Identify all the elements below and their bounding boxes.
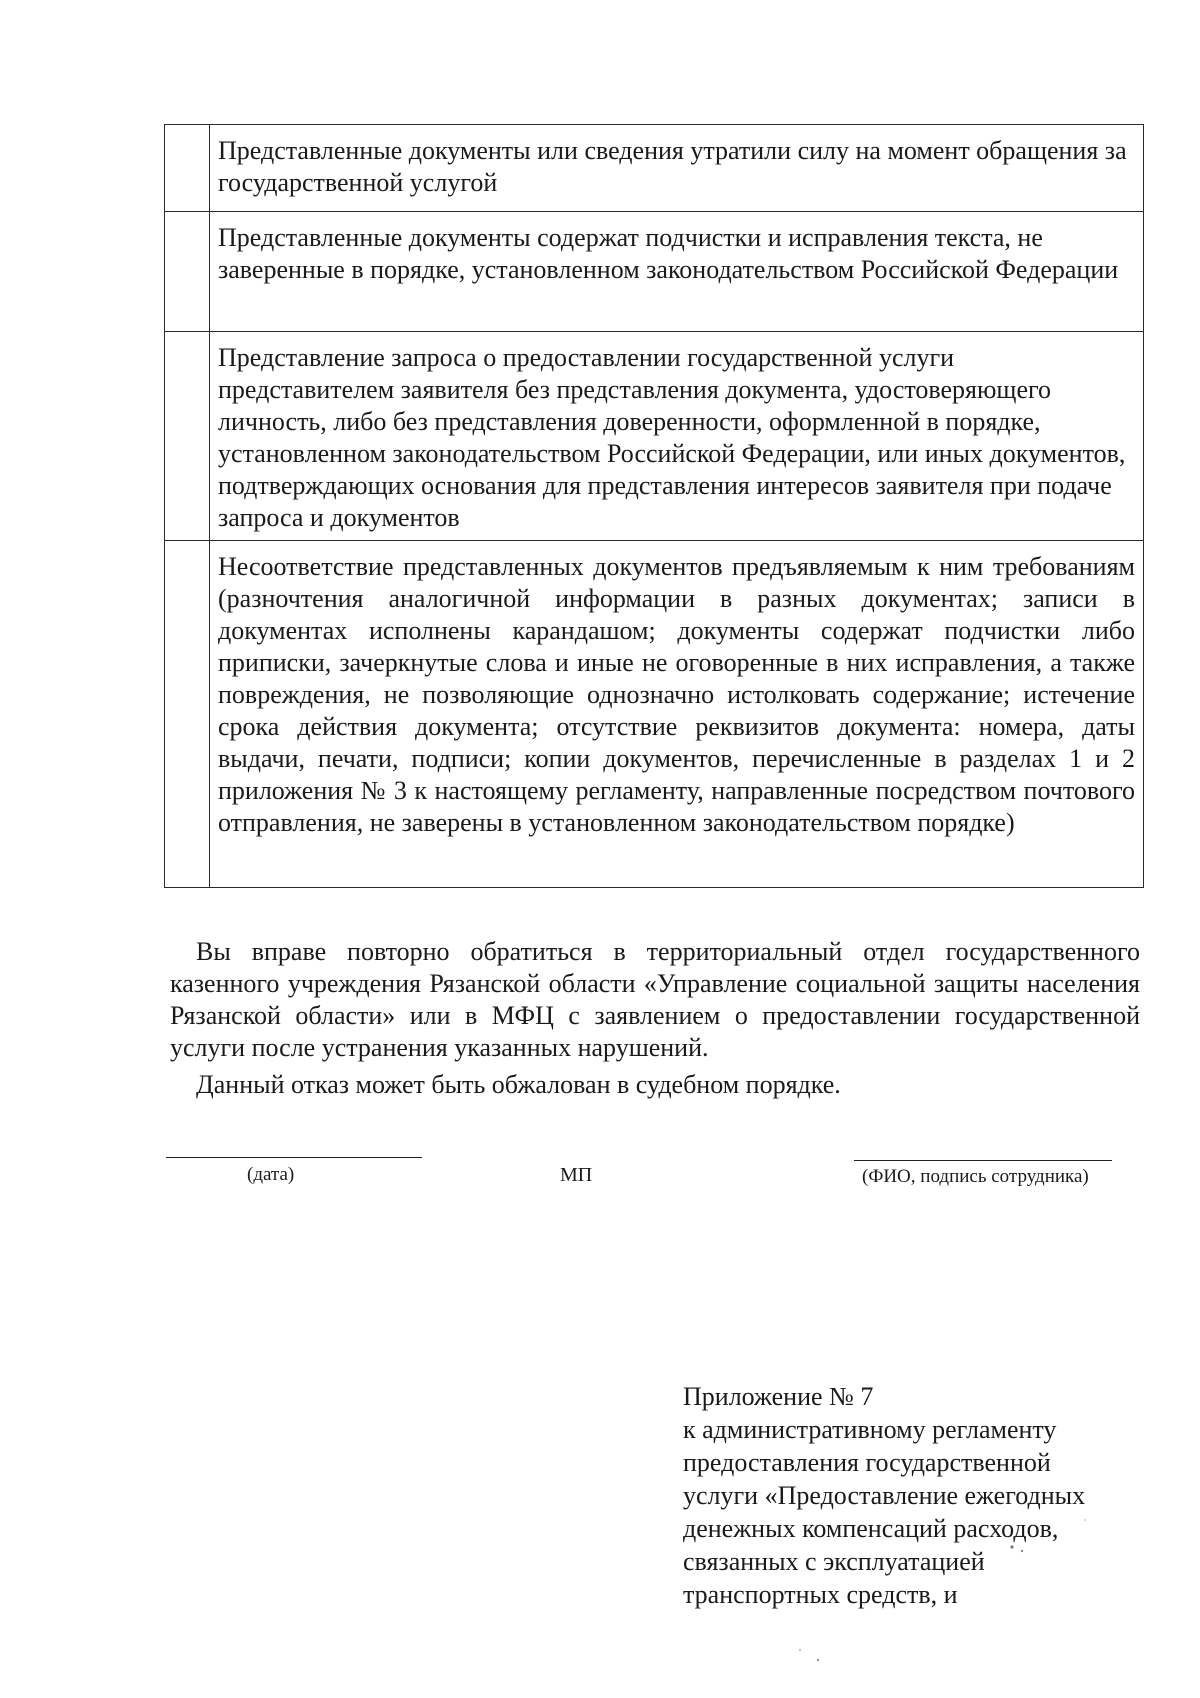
appendix-line: транспортных средств, и	[683, 1580, 958, 1609]
scan-speck	[817, 1659, 819, 1661]
reason-text-cell: Представленные документы или сведения утратили силу на момент обращения за государственной услугой	[210, 125, 1144, 212]
official-label: (ФИО, подпись сотрудника)	[862, 1166, 1089, 1187]
appendix-line: к административному регламенту	[683, 1415, 1057, 1444]
reason-text-cell: Представленные документы содержат подчистки и исправления текста, не заверенные в порядке, установленном законодательством Российской Федерации	[210, 212, 1144, 332]
date-label: (дата)	[247, 1164, 295, 1185]
appendix-line: денежных компенсаций расходов,	[683, 1514, 1059, 1543]
reason-text-last-line: отправления, не заверены в установленном законодательством порядке)	[218, 808, 1015, 837]
reapply-paragraph: Вы вправе повторно обратиться в территориальный отдел государственного казенного учреждения Рязанской области «Управление социальной защиты населения Рязанской области» или в МФЦ с заявлением о предоставлении государственной услуги после устранения указанных нарушений.	[170, 937, 1140, 1062]
reason-text-cell: Представление запроса о предоставлении государственной услуги представителем заявителя без представления документа, удостоверяющего личность, либо без представления доверенности, оформленной в порядке, установленном законодательством Российской Федерации, или иных документов, подтверждающих основания для представления интересов заявителя при подаче запроса и документов	[210, 332, 1144, 541]
scan-speck	[1084, 1519, 1086, 1521]
scan-speck	[799, 1649, 801, 1651]
appendix-line: предоставления государственной	[683, 1448, 1051, 1477]
scan-speck	[1010, 1545, 1013, 1548]
appendix-line: Приложение № 7	[683, 1382, 874, 1411]
reason-text-main: Несоответствие представленных документов предъявляемым к ним требованиям (разночтения аналогичной информации в разных документах; записи в документах исполнены карандашом; документы содержат подчистки либо приписки, зачеркнутые слова и иные не оговоренные в них исправления, а также повреждения, не позволяющие однозначно истолковать содержание; истечение срока действия документа; отсутствие реквизитов документа: номера, даты выдачи, печати, подписи; копии документов, перечисленные в разделах 1 и 2 приложения № 3 к настоящему регламенту, направленные посредством почтового	[218, 552, 1135, 805]
scan-speck	[1021, 1550, 1023, 1552]
appeal-paragraph: Данный отказ может быть обжалован в судебном порядке.	[196, 1070, 841, 1099]
appendix-line: связанных с эксплуатацией	[683, 1547, 985, 1576]
appendix-line: услуги «Предоставление ежегодных	[683, 1481, 1086, 1510]
stamp-label: МП	[560, 1164, 593, 1186]
